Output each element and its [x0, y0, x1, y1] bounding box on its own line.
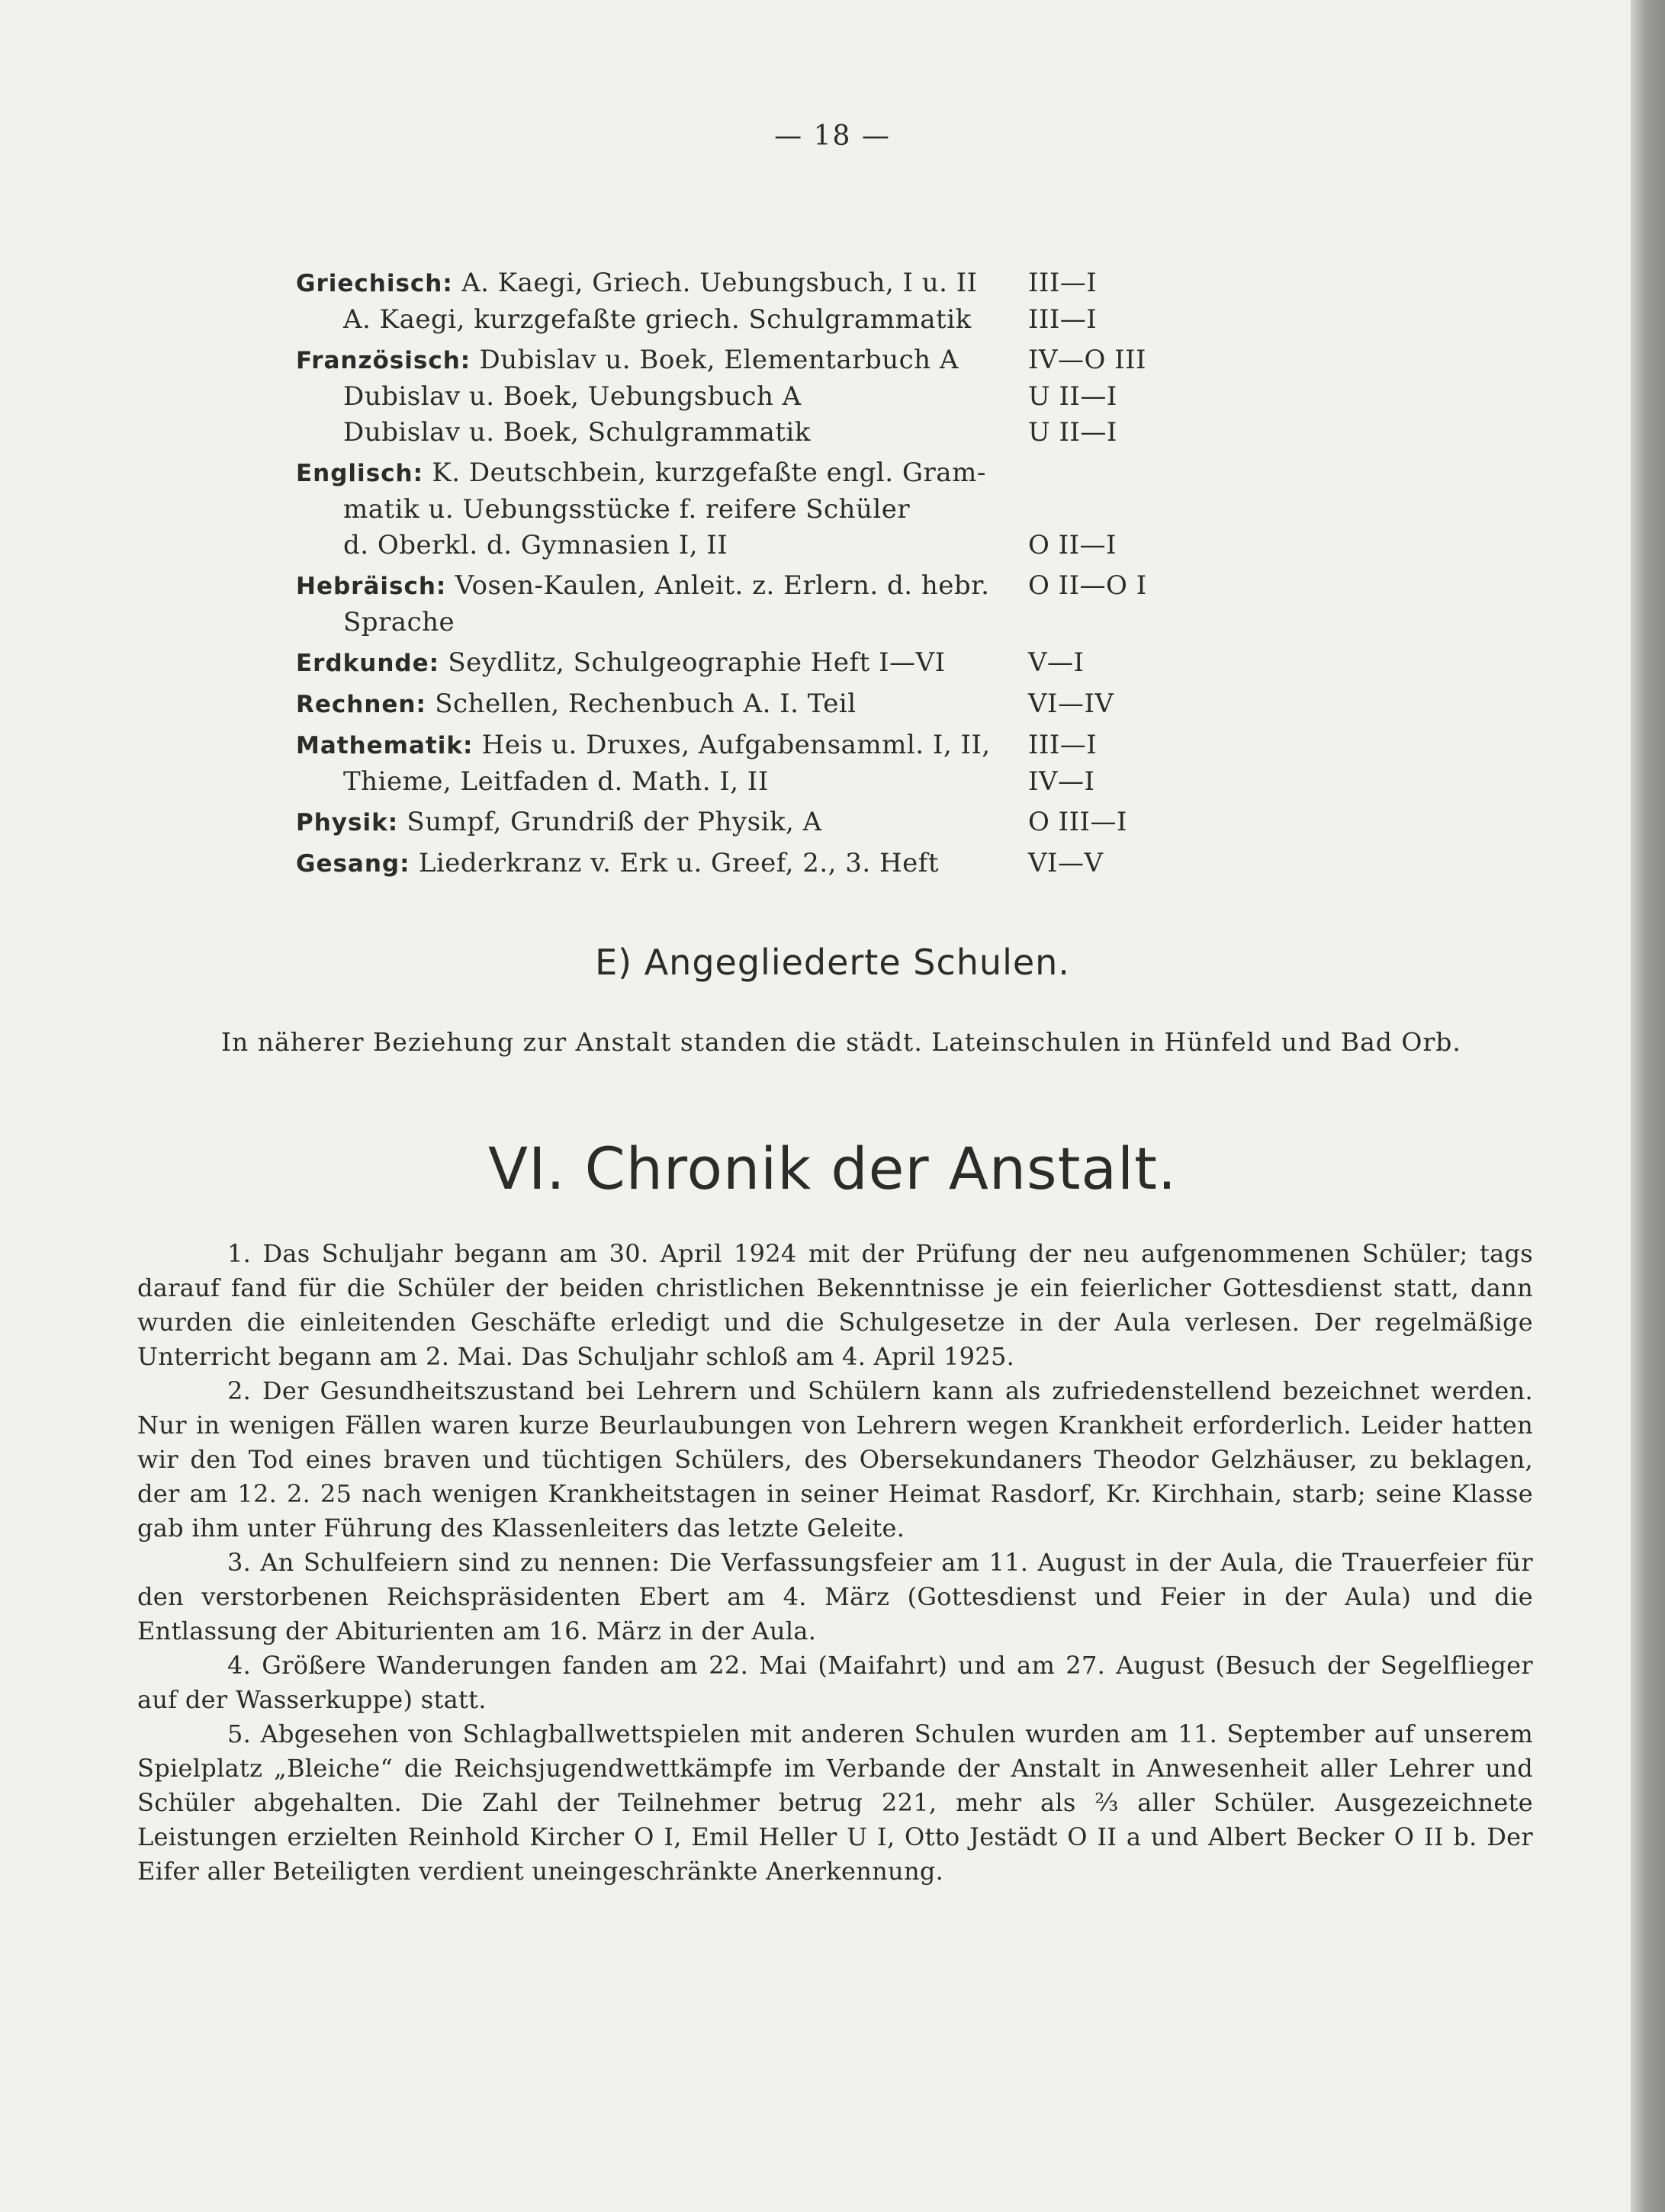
textbook-title — [296, 379, 1028, 415]
textbook-line — [296, 302, 1211, 338]
textbook-line — [296, 415, 1211, 451]
chronicle-paragraph: 5. Abgesehen von Schlagballwettspielen mit anderen Schulen wurden am 11. September auf unserem Spielplatz „Bleiche“ die Reichsjugendwettkämpfe im Verbande der Anstalt in Anwesenheit aller Lehrer und Schüler abgehalten. Die Zahl der Teilnehmer betrug 221, mehr als ⅔ aller Schüler. Ausgezeichnete Leistungen erzielten Reinhold Kircher O I, Emil Heller U I, Otto Jestädt O II a und Albert Becker O II b. Der Eifer aller Beteiligten verdient uneingeschränkte Anerkennung. — [137, 1719, 1533, 1886]
textbook-entry — [296, 265, 1211, 338]
textbook-title — [296, 804, 1028, 841]
textbook-title — [296, 846, 1028, 882]
textbook-entry — [296, 645, 1211, 682]
class-range — [1028, 492, 1211, 528]
subject-label: Griechisch: — [296, 270, 453, 297]
book-text: matik u. Uebungsstücke f. reifere Schüler — [343, 494, 911, 525]
textbook-line — [296, 727, 1211, 764]
class-range: V—I — [1028, 647, 1085, 678]
subject-label: Hebräisch: — [296, 573, 447, 600]
class-range: VI—V — [1028, 848, 1104, 878]
textbook-line — [296, 455, 1211, 492]
class-range: III—I — [1028, 730, 1098, 760]
class-range: U II—I — [1028, 417, 1117, 448]
textbook-line — [296, 568, 1211, 605]
book-text: Liederkranz v. Erk u. Greef, 2., 3. Heft — [418, 848, 940, 878]
subject-label: Rechnen: — [296, 691, 426, 718]
book-text: Sumpf, Grundriß der Physik, A — [407, 807, 822, 837]
subject-label: Physik: — [296, 809, 399, 836]
textbook-line — [296, 686, 1211, 723]
textbook-title — [296, 265, 1028, 302]
textbook-line — [296, 645, 1211, 682]
textbook-entry — [296, 342, 1211, 451]
subject-label: Englisch: — [296, 460, 423, 487]
chronicle-body — [137, 1237, 1533, 1889]
class-range: O III—I — [1028, 807, 1127, 837]
book-text: Dubislav u. Boek, Elementarbuch A — [479, 345, 959, 375]
chronicle-paragraph: 2. Der Gesundheitszustand bei Lehrern und Schülern kann als zufriedenstellend bezeichnet werden. Nur in wenigen Fällen waren kurze Beurlaubungen von Lehrern wegen Krankheit erforderlich. Leider hatten wir den Tod eines braven und tüchtigen Schülers, des Obersekundaners Theodor Gelzhäuser, zu beklagen, der am 12. 2. 25 nach wenigen Krankheitstagen in seiner Heimat Rasdorf, Kr. Kirchhain, starb; seine Klasse gab ihm unter Führung des Klassenleiters das letzte Geleite. — [137, 1376, 1533, 1543]
book-text: Sprache — [343, 607, 455, 637]
textbook-title — [296, 302, 1028, 338]
textbook-title — [296, 528, 1028, 563]
textbook-entry — [296, 455, 1211, 563]
subject-label: Gesang: — [296, 850, 410, 878]
class-range: III—I — [1028, 268, 1098, 298]
class-range: O II—I — [1028, 530, 1117, 560]
section-heading-angegliederte-schulen: E) Angegliederte Schulen. — [595, 942, 1070, 983]
page-edge-shadow — [1631, 0, 1665, 2212]
textbook-entry — [296, 846, 1211, 882]
textbook-title — [296, 415, 1028, 451]
page-number: — 18 — — [774, 120, 891, 152]
textbook-title — [296, 764, 1028, 800]
textbook-line — [296, 342, 1211, 379]
textbook-line — [296, 605, 1211, 640]
textbook-line — [296, 846, 1211, 882]
chronicle-paragraph: 1. Das Schuljahr begann am 30. April 1924 mit der Prüfung der neu aufgenommenen Schüler; tags darauf fand für die Schüler der beiden christlichen Bekenntnisse je ein feierlicher Gottesdienst statt, dann wurden die einleitenden Geschäfte erledigt und die Schulgesetze in der Aula verlesen. Der regelmäßige Unterricht begann am 2. Mai. Das Schuljahr schloß am 4. April 1925. — [137, 1239, 1533, 1371]
book-text: Schellen, Rechenbuch A. I. Teil — [435, 689, 857, 719]
textbook-title — [296, 605, 1028, 640]
subject-label: Französisch: — [296, 347, 471, 374]
textbook-title — [296, 342, 1028, 379]
textbook-title — [296, 492, 1028, 528]
book-text: Vosen-Kaulen, Anleit. z. Erlern. d. hebr. — [455, 570, 990, 601]
book-text: Dubislav u. Boek, Uebungsbuch A — [343, 381, 802, 412]
class-range: VI—IV — [1028, 689, 1114, 719]
textbook-line — [296, 379, 1211, 415]
textbook-entry — [296, 804, 1211, 841]
book-text: K. Deutschbein, kurzgefaßte engl. Gram- — [432, 457, 986, 488]
textbook-title — [296, 727, 1028, 764]
subject-label: Erdkunde: — [296, 650, 440, 677]
textbook-title — [296, 568, 1028, 605]
subject-label: Mathematik: — [296, 732, 474, 759]
textbook-line — [296, 265, 1211, 302]
textbook-entry — [296, 727, 1211, 800]
textbook-entry — [296, 568, 1211, 640]
class-range: U II—I — [1028, 381, 1117, 412]
class-range: IV—O III — [1028, 345, 1146, 375]
book-text: Thieme, Leitfaden d. Math. I, II — [343, 766, 769, 797]
textbook-line — [296, 492, 1211, 528]
textbook-title — [296, 455, 1028, 492]
book-text: Dubislav u. Boek, Schulgrammatik — [343, 417, 811, 448]
section-e-text: In näherer Beziehung zur Anstalt standen die städt. Lateinschulen in Hünfeld und Bad Orb. — [221, 1027, 1461, 1057]
chapter-heading-chronik: VI. Chronik der Anstalt. — [487, 1135, 1178, 1202]
chronicle-paragraph: 3. An Schulfeiern sind zu nennen: Die Verfassungsfeier am 11. August in der Aula, die Trauerfeier für den verstorbenen Reichspräsidenten Ebert am 4. März (Gottesdienst und Feier in der Aula) und die Entlassung der Abiturienten am 16. März in der Aula. — [137, 1548, 1533, 1645]
class-range — [1028, 455, 1211, 492]
textbook-entry — [296, 686, 1211, 723]
textbook-line — [296, 804, 1211, 841]
class-range — [1028, 605, 1211, 640]
book-text: Seydlitz, Schulgeographie Heft I—VI — [448, 647, 946, 678]
book-text: d. Oberkl. d. Gymnasien I, II — [343, 530, 728, 560]
book-text: A. Kaegi, kurzgefaßte griech. Schulgrammatik — [343, 304, 972, 335]
textbook-title — [296, 686, 1028, 723]
book-text: Heis u. Druxes, Aufgabensamml. I, II, — [481, 730, 991, 760]
textbook-list — [296, 265, 1211, 887]
chronicle-paragraph: 4. Größere Wanderungen fanden am 22. Mai (Maifahrt) und am 27. August (Besuch der Segelflieger auf der Wasserkuppe) statt. — [137, 1651, 1533, 1714]
class-range: III—I — [1028, 304, 1098, 335]
class-range: IV—I — [1028, 766, 1095, 797]
class-range: O II—O I — [1028, 570, 1147, 601]
textbook-line — [296, 764, 1211, 800]
textbook-title — [296, 645, 1028, 682]
textbook-line — [296, 528, 1211, 563]
book-text: A. Kaegi, Griech. Uebungsbuch, I u. II — [461, 268, 978, 298]
